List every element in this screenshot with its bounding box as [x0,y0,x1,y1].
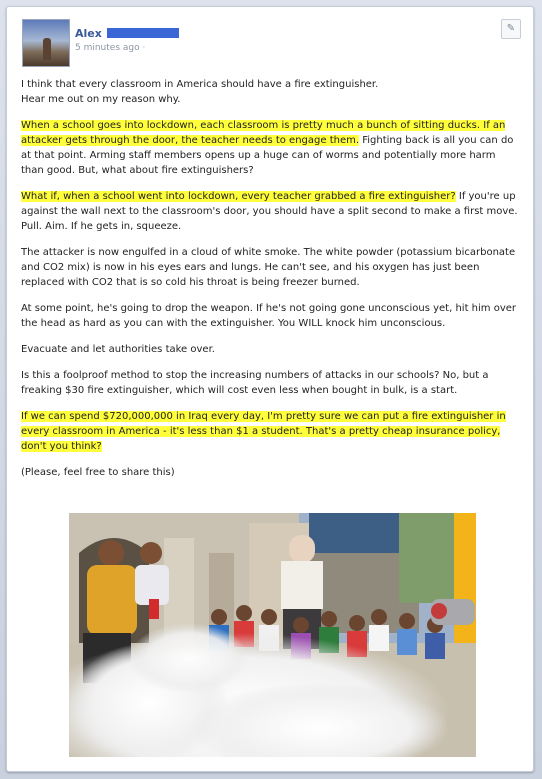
post-text: I think that every classroom in America should have a fire extinguisher. Hear me out on my reason why. [21,79,379,105]
post-paragraph [21,301,518,331]
post-text: Fighting back is all you can do at that point. Arming staff members opens up a huge can of worms and potentially more harm than good. But, what about fire extinguishers? [21,135,514,176]
post-text: Evacuate and let authorities take over. [21,344,215,355]
highlighted-text: If we can spend $720,000,000 in Iraq every day, I'm pretty sure we can put a fire extinguisher in every classroom in America - it's less than $1 a student. That's a pretty cheap insurance policy, don't you think? [21,411,506,452]
post-paragraph [21,368,518,398]
post-paragraph [21,189,518,234]
post-photo[interactable] [69,513,476,757]
post-text: Is this a foolproof method to stop the increasing numbers of attacks in our schools? No, but a freaking $30 fire extinguisher, which will cost even less when bought in bulk, is a start. [21,370,489,396]
post-text: (Please, feel free to share this) [21,467,175,478]
post-time[interactable] [75,43,145,53]
avatar-figure [43,38,51,60]
post-paragraph [21,342,518,357]
timestamp[interactable]: 5 minutes ago [75,43,140,53]
avatar[interactable] [22,19,70,67]
redacted-surname [107,28,179,38]
post-paragraph [21,118,518,178]
post-text: At some point, he's going to drop the weapon. If he's not going gone unconscious yet, hit him over the head as hard as you can with the extinguisher. You WILL knock him unconscious. [21,303,517,329]
post-paragraph [21,245,518,290]
highlighted-text: When a school goes into lockdown, each classroom is pretty much a bunch of sitting ducks. If an attacker gets through the door, the teacher needs to engage them. [21,120,506,146]
post-card [6,6,534,772]
post-paragraph [21,77,518,107]
post-text: If you're up against the wall next to the classroom's door, you should have a split second to make a first move. Pull. Aim. If he gets in, squeeze. [21,191,518,232]
pencil-icon: ✎ [506,23,516,34]
post-text: The attacker is now engulfed in a cloud of white smoke. The white powder (potassium bicarbonate and CO2 mix) is now in his eyes ears and lungs. He can't see, and his oxygen has just been replaced with CO2 that is so cold his throat is being freezer burned. [21,247,516,288]
post-paragraph [21,409,518,454]
edit-post-button[interactable] [501,19,521,39]
post-paragraph [21,465,518,480]
author-name[interactable]: Alex [75,27,102,40]
highlighted-text: What if, when a school went into lockdown, every teacher grabbed a fire extinguisher? [21,191,456,202]
globe-icon: · [142,43,146,52]
post-body [21,77,518,491]
photo-illustration [69,513,476,757]
